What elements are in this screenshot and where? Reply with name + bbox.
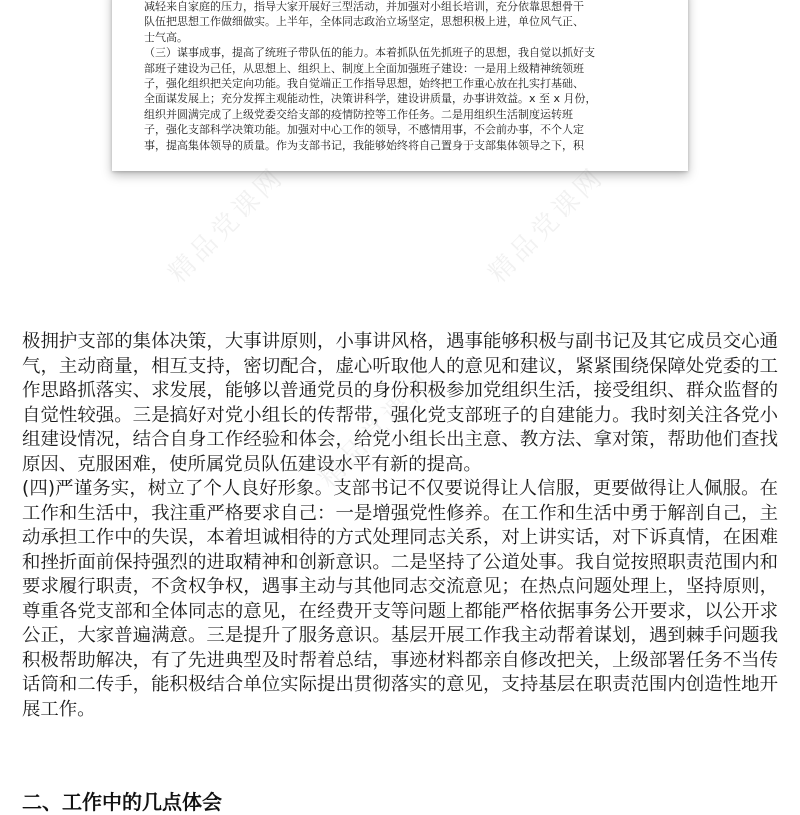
- preview-line: 士气高。: [144, 30, 188, 44]
- preview-line: 组织并圆满完成了上级党委交给支部的疫情防控等工作任务。二是用组织生活制度运转班: [144, 107, 573, 121]
- preview-line: 事，提高集体领导的质量。作为支部书记，我能够始终将自己置身于支部集体领导之下，积: [144, 138, 584, 152]
- document-preview-card: [112, 0, 688, 171]
- watermark: 精品党课网: [163, 161, 291, 289]
- preview-line: 队伍把思想工作做细做实。上半年，全体同志政治立场坚定，思想积极上进，单位风气正、: [144, 15, 584, 29]
- body-paragraph: (四)严谨务实，树立了个人良好形象。支部书记不仅要说得让人信服，更要做得让人佩服。在工作和生活中，我注重严格要求自己：一是增强党性修养。在工作和生活中勇于解剖自己，主动承担工作中的失误，本着坦诚相待的方式处理同志关系，对上讲实话，对下诉真情，在困难和挫折面前保持强烈的进取精神和创新意识。二是坚持了公道处事。我自觉按照职责范围内和要求履行职责，不贪权争权，遇事主动与其他同志交流意见；在热点问题处理上，坚持原则，尊重各党支部和全体同志的意见，在经费开支等问题上都能严格依据事务公开要求，以公开求公正，大家普遍满意。三是提升了服务意识。基层开展工作我主动帮着谋划，遇到棘手问题我积极帮助解决，有了先进典型及时帮着总结，事迹材料都亲自修改把关，上级部署任务不当传话筒和二传手，能积极结合单位实际提出贯彻落实的意见，支持基层在职责范围内创造性地开展工作。: [22, 478, 778, 720]
- body-paragraph: 极拥护支部的集体决策，大事讲原则，小事讲风格，遇事能够积极与副书记及其它成员交心通气，主动商量，相互支持，密切配合，虚心听取他人的意见和建议，紧紧围绕保障处党委的工作思路抓落实、求发展，能够以普通党员的身份积极参加党组织生活，接受组织、群众监督的自觉性较强。三是搞好对党小组长的传帮带，强化党支部班子的自建能力。我时刻关注各党小组建设情况，结合自身工作经验和体会，给党小组长出主意、教方法、拿对策，帮助他们查找原因、克服困难，使所属党员队伍建设水平有新的提高。: [22, 331, 778, 475]
- preview-line: 子，强化支部科学决策功能。加强对中心工作的领导，不感情用事，不会前办事，不个人定: [144, 123, 584, 137]
- preview-line: 全面谋发展上；充分发挥主观能动性，决策讲科学，建设讲质量，办事讲效益。x 至 x 月份，: [144, 92, 597, 106]
- preview-line: 子，强化组织把关定向功能。我自觉端正工作指导思想，始终把工作重心放在扎实打基础、: [144, 77, 584, 91]
- watermark: 精品党课网: [483, 161, 611, 289]
- preview-text: [144, 0, 660, 153]
- document-body: [22, 330, 778, 722]
- preview-line: 减轻来自家庭的压力，指导大家开展好三型活动，并加强对小组长培训，充分依靠思想骨干: [144, 0, 584, 13]
- section-heading: 二、工作中的几点体会: [22, 790, 222, 814]
- preview-line: （三）谋事成事，提高了统班子带队伍的能力。本着抓队伍先抓班子的思想，我自觉以抓好支: [144, 46, 595, 60]
- watermark: 精品党课网: [313, 366, 441, 494]
- preview-line: 部班子建设为己任，从思想上、组织上、制度上全面加强班子建设：一是用上级精神统领班: [144, 61, 584, 75]
